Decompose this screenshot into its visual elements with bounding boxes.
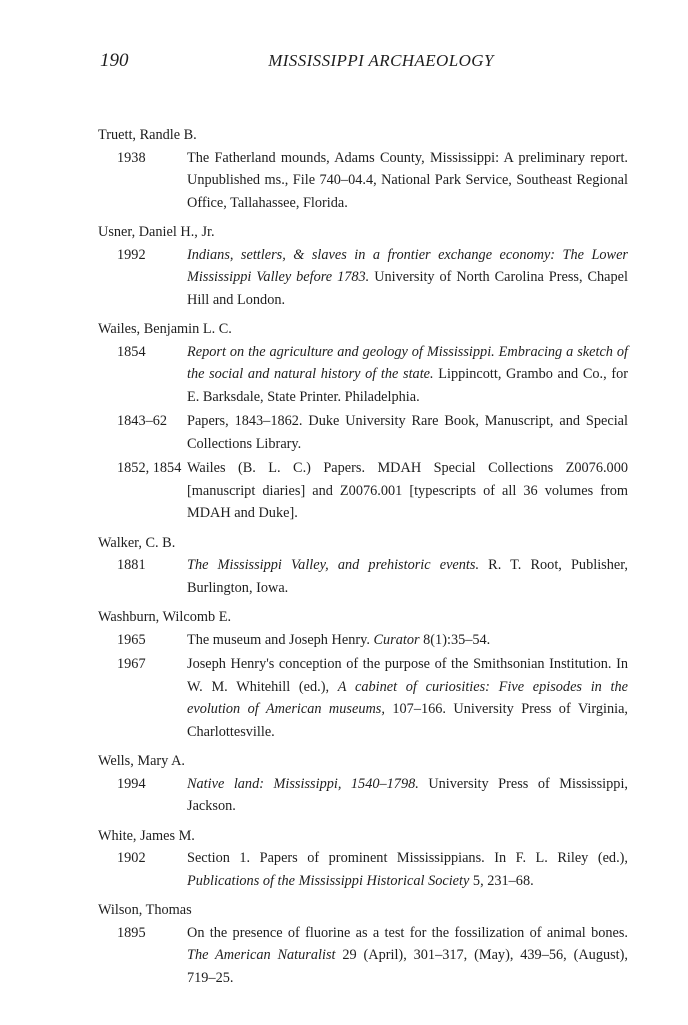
reference-entry — [98, 922, 628, 990]
reference-entry — [98, 773, 628, 818]
reference-text: The museum and Joseph Henry. — [187, 631, 374, 648]
running-title: MISSISSIPPI ARCHAEOLOGY — [268, 51, 494, 70]
reference-group — [98, 606, 628, 743]
reference-entry — [98, 147, 628, 215]
reference-year: 1843–62 — [117, 413, 168, 429]
reference-author: Wilson, Thomas — [98, 902, 192, 918]
reference-year: 1902 — [117, 850, 146, 866]
reference-text: University of North Carolina Press, Chapel Hill and London. — [187, 269, 628, 308]
reference-author: White, James M. — [98, 827, 195, 844]
reference-group — [98, 825, 628, 893]
reference-year: 1895 — [117, 924, 146, 941]
reference-title-italic: The American Naturalist — [187, 947, 336, 963]
reference-text: The Fatherland mounds, Adams County, Mississippi: A preliminary report. Unpublished ms., File 740–04.4, National Park Service, Southeast Regional Office, Tallahassee, Florida. — [187, 149, 628, 211]
reference-entry — [98, 847, 628, 892]
reference-group — [98, 124, 628, 214]
reference-text: 107–166. University Press of Virginia, Charlottesville. — [187, 701, 628, 740]
reference-year: 1965 — [117, 631, 146, 648]
reference-entry — [98, 629, 628, 652]
reference-author: Washburn, Wilcomb E. — [98, 609, 232, 625]
reference-text: Wailes (B. L. C.) Papers. MDAH Special Collections Z0076.000 [manuscript diaries] and Z0076.001 [typescripts of all 36 volumes from MDAH and Duke]. — [187, 460, 628, 521]
reference-text: R. T. Root, Publisher, Burlington, Iowa. — [187, 557, 628, 596]
reference-author: Wells, Mary A. — [98, 753, 186, 769]
page-number: 190 — [100, 50, 129, 71]
reference-year: 1881 — [117, 557, 146, 573]
reference-title-italic: A cabinet of curiosities: Five episodes in the evolution of American museums, — [187, 678, 628, 717]
reference-author: Walker, C. B. — [98, 534, 176, 551]
reference-author: Wailes, Benjamin L. C. — [98, 321, 232, 337]
reference-title-italic: Curator — [373, 631, 420, 648]
reference-entry — [98, 410, 628, 455]
reference-entry — [98, 341, 628, 409]
reference-text: Papers, 1843–1862. Duke University Rare Book, Manuscript, and Special Collections Library. — [187, 413, 628, 452]
reference-author: Usner, Daniel H., Jr. — [98, 224, 215, 240]
reference-entry — [98, 554, 628, 599]
reference-title-italic: Report on the agriculture and geology of Mississippi. Embracing a sketch of the social and natural history of the state. — [187, 343, 628, 382]
reference-group — [98, 318, 628, 525]
reference-text: 8(1):35–54. — [419, 631, 491, 648]
reference-year: 1994 — [117, 775, 146, 792]
reference-text: Lippincott, Grambo and Co., for E. Barksdale, State Printer. Philadelphia. — [187, 366, 628, 405]
reference-title-italic: Publications of the Mississippi Historical Society — [187, 872, 470, 889]
reference-group — [98, 750, 628, 818]
reference-text: Section 1. Papers of prominent Mississippians. In F. L. Riley (ed.), — [187, 850, 628, 866]
reference-title-italic: Indians, settlers, & slaves in a frontier exchange economy: The Lower Mississippi Valley before 1783. — [187, 246, 628, 285]
reference-year: 1854 — [117, 343, 146, 360]
reference-entry — [98, 457, 628, 525]
reference-entry — [98, 244, 628, 312]
reference-group — [98, 532, 628, 600]
reference-text: Joseph Henry's conception of the purpose of the Smithsonian Institution. In W. M. Whitehill (ed.), — [187, 656, 628, 695]
reference-title-italic: The Mississippi Valley, and prehistoric events. — [187, 557, 480, 573]
reference-year: 1992 — [117, 246, 146, 263]
reference-group — [98, 899, 628, 989]
reference-entry — [98, 653, 628, 743]
reference-year: 1852, 1854 — [117, 460, 182, 476]
reference-text: University Press of Mississippi, Jackson. — [187, 775, 628, 814]
reference-list — [98, 124, 628, 991]
reference-text: 5, 231–68. — [469, 872, 534, 889]
page-header — [100, 50, 622, 76]
reference-group — [98, 221, 628, 311]
reference-text: On the presence of fluorine as a test for the fossilization of animal bones. — [187, 924, 628, 941]
reference-author: Truett, Randle B. — [98, 127, 197, 143]
reference-text: 29 (April), 301–317, (May), 439–56, (August), 719–25. — [187, 947, 628, 986]
reference-year: 1938 — [117, 149, 146, 166]
reference-year: 1967 — [117, 656, 146, 672]
reference-title-italic: Native land: Mississippi, 1540–1798. — [187, 775, 419, 792]
